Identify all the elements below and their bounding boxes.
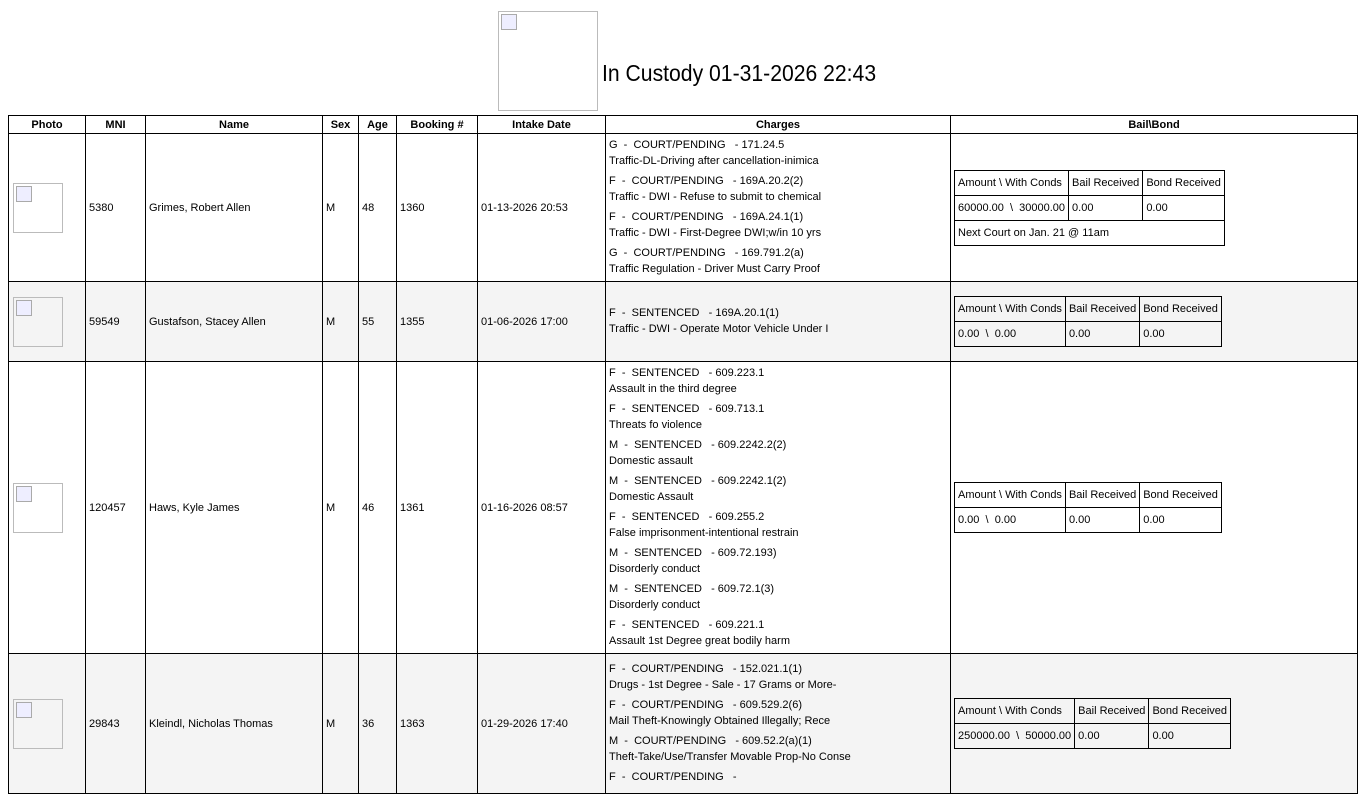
bail-bond xyxy=(951,654,1358,794)
bail-amount: 60000.00 \ 30000.00 xyxy=(955,195,1069,220)
charge-statute: 609.223.1 xyxy=(715,366,765,379)
charges xyxy=(606,654,951,794)
charge: F - SENTENCED - 169A.20.1(1) Traffic - DWI - Operate Motor Vehicle Under I xyxy=(609,305,947,337)
charge-status: COURT/PENDING xyxy=(631,174,724,187)
charge-status: COURT/PENDING xyxy=(631,210,724,223)
charge-statute: 609.72.193) xyxy=(717,546,777,559)
charge-statute: 152.021.1(1) xyxy=(739,662,802,675)
inmate-table xyxy=(8,115,1358,794)
charge-statute: 609.713.1 xyxy=(715,402,765,415)
charge-status: SENTENCED xyxy=(634,582,702,595)
charge: F - SENTENCED - 609.223.1 Assault in the third degree xyxy=(609,365,947,397)
charges xyxy=(606,282,951,362)
bail-received: 0.00 xyxy=(1065,508,1139,533)
booking-number: 1355 xyxy=(397,282,478,362)
charge-description: Assault 1st Degree great bodily harm xyxy=(609,634,790,647)
bail-received: 0.00 xyxy=(1069,195,1143,220)
charge-statute: 609.72.1(3) xyxy=(717,582,775,595)
bail-note: Next Court on Jan. 21 @ 11am xyxy=(955,220,1225,245)
charges xyxy=(606,134,951,282)
sex: M xyxy=(323,134,359,282)
column-header: Photo xyxy=(9,116,86,134)
bond-received-label: Bond Received xyxy=(1143,170,1225,195)
column-header: Charges xyxy=(606,116,951,134)
charge: M - SENTENCED - 609.2242.1(2) Domestic Assault xyxy=(609,473,947,505)
photo-broken-image-icon xyxy=(13,297,63,347)
charge-statute: 609.255.2 xyxy=(715,510,765,523)
charge-statute: 169.791.2(a) xyxy=(741,246,804,259)
charge-statute: 609.221.1 xyxy=(715,618,765,631)
charge-description: Traffic - DWI - Operate Motor Vehicle Under I xyxy=(609,322,829,335)
charge-status: COURT/PENDING xyxy=(631,662,724,675)
booking-number: 1361 xyxy=(397,362,478,654)
charge-statute: 609.52.2(a)(1) xyxy=(742,734,812,747)
page-header xyxy=(0,0,1366,115)
charge-level: M xyxy=(609,438,619,451)
bail-received: 0.00 xyxy=(1075,724,1149,749)
bond-received: 0.00 xyxy=(1143,195,1225,220)
table-row xyxy=(9,134,1358,282)
column-header: Sex xyxy=(323,116,359,134)
charge: F - SENTENCED - 609.255.2 False imprisonment-intentional restrain xyxy=(609,509,947,541)
charge-description: Mail Theft-Knowingly Obtained Illegally; Rece xyxy=(609,714,831,727)
sex: M xyxy=(323,282,359,362)
charge: F - COURT/PENDING - xyxy=(609,770,740,783)
charge-description: Domestic assault xyxy=(609,454,693,467)
bail-bond xyxy=(951,282,1358,362)
booking-number: 1363 xyxy=(397,654,478,794)
column-header: Bail\Bond xyxy=(951,116,1358,134)
bail-received-label: Bail Received xyxy=(1069,170,1143,195)
charge-status: COURT/PENDING xyxy=(631,698,724,711)
charge: F - COURT/PENDING - 169A.20.2(2) Traffic - DWI - Refuse to submit to chemical xyxy=(609,173,947,205)
charge-statute: 609.529.2(6) xyxy=(739,698,802,711)
age: 36 xyxy=(359,654,397,794)
charge-description: Threats fo violence xyxy=(609,418,702,431)
photo-broken-image-icon xyxy=(13,183,63,233)
bail-amount-label: Amount \ With Conds xyxy=(955,297,1066,322)
charge-level: F xyxy=(609,174,616,187)
bail-bond xyxy=(951,362,1358,654)
charge-statute: 169A.20.2(2) xyxy=(739,174,804,187)
charge: F - COURT/PENDING - 152.021.1(1) Drugs - 1st Degree - Sale - 17 Grams or More- xyxy=(609,661,947,693)
charge-description: Disorderly conduct xyxy=(609,598,701,611)
mni: 29843 xyxy=(86,654,146,794)
bond-received: 0.00 xyxy=(1140,322,1222,347)
column-header: Intake Date xyxy=(478,116,606,134)
charge: M - SENTENCED - 609.72.1(3) Disorderly conduct xyxy=(609,581,947,613)
bond-received: 0.00 xyxy=(1140,508,1222,533)
table-row xyxy=(9,362,1358,654)
bail-received-label: Bail Received xyxy=(1065,483,1139,508)
charge-description: Traffic - DWI - First-Degree DWI;w/in 10 yrs xyxy=(609,226,822,239)
age: 46 xyxy=(359,362,397,654)
bond-received-label: Bond Received xyxy=(1140,297,1222,322)
name: Grimes, Robert Allen xyxy=(146,134,323,282)
bail-amount-label: Amount \ With Conds xyxy=(955,170,1069,195)
bail-amount: 250000.00 \ 50000.00 xyxy=(955,724,1075,749)
charge-level: G xyxy=(609,138,618,151)
charge-statute: 609.2242.1(2) xyxy=(717,474,787,487)
bail-amount: 0.00 \ 0.00 xyxy=(955,508,1066,533)
charge-statute: 169A.24.1(1) xyxy=(739,210,804,223)
mni: 5380 xyxy=(86,134,146,282)
name: Haws, Kyle James xyxy=(146,362,323,654)
charge-status: SENTENCED xyxy=(631,402,700,415)
charge-level: F xyxy=(609,770,616,783)
charge: M - COURT/PENDING - 609.52.2(a)(1) Theft-Take/Use/Transfer Movable Prop-No Conse xyxy=(609,733,947,765)
bail-received-label: Bail Received xyxy=(1075,699,1149,724)
name: Kleindl, Nicholas Thomas xyxy=(146,654,323,794)
charge-status: SENTENCED xyxy=(634,438,702,451)
column-header: Age xyxy=(359,116,397,134)
charge-description: Assault in the third degree xyxy=(609,382,737,395)
charge-level: M xyxy=(609,474,619,487)
charge-level: F xyxy=(609,698,616,711)
charge-level: F xyxy=(609,662,616,675)
charge-description: Disorderly conduct xyxy=(609,562,701,575)
charge-statute: 169A.20.1(1) xyxy=(715,306,779,319)
broken-image-icon xyxy=(498,11,598,111)
charge-level: F xyxy=(609,510,616,523)
charge-level: F xyxy=(609,402,616,415)
charge-statute: 609.2242.2(2) xyxy=(717,438,787,451)
charge-level: M xyxy=(609,546,619,559)
charges xyxy=(606,362,951,654)
bail-received: 0.00 xyxy=(1065,322,1139,347)
photo-broken-image-icon xyxy=(13,483,63,533)
charge-level: F xyxy=(609,366,616,379)
charge: M - SENTENCED - 609.2242.2(2) Domestic assault xyxy=(609,437,947,469)
column-header: Booking # xyxy=(397,116,478,134)
intake-date: 01-06-2026 17:00 xyxy=(478,282,606,362)
intake-date: 01-13-2026 20:53 xyxy=(478,134,606,282)
charge-status: COURT/PENDING xyxy=(633,246,726,259)
charge-status: SENTENCED xyxy=(631,510,700,523)
intake-date: 01-16-2026 08:57 xyxy=(478,362,606,654)
charge: F - COURT/PENDING - 169A.24.1(1) Traffic - DWI - First-Degree DWI;w/in 10 yrs xyxy=(609,209,947,241)
charge-level: F xyxy=(609,306,616,319)
mni: 59549 xyxy=(86,282,146,362)
bail-received-label: Bail Received xyxy=(1065,297,1139,322)
charge-status: COURT/PENDING xyxy=(634,734,727,747)
charge-description: Drugs - 1st Degree - Sale - 17 Grams or More- xyxy=(609,678,837,691)
bail-amount-label: Amount \ With Conds xyxy=(955,699,1075,724)
charge-status: SENTENCED xyxy=(631,306,700,319)
charge-level: G xyxy=(609,246,618,259)
page-title: In Custody 01-31-2026 22:43 xyxy=(602,60,877,86)
charge-status: SENTENCED xyxy=(631,366,700,379)
bond-received: 0.00 xyxy=(1149,724,1231,749)
charge: M - SENTENCED - 609.72.193) Disorderly conduct xyxy=(609,545,947,577)
charge-statute: 171.24.5 xyxy=(741,138,785,151)
charge-level: F xyxy=(609,210,616,223)
charge-description: Theft-Take/Use/Transfer Movable Prop-No Conse xyxy=(609,750,851,763)
charge-description: Traffic-DL-Driving after cancellation-inimica xyxy=(609,154,819,167)
charge: G - COURT/PENDING - 169.791.2(a) Traffic Regulation - Driver Must Carry Proof xyxy=(609,245,947,277)
charge-description: Traffic Regulation - Driver Must Carry Proof xyxy=(609,262,820,275)
charge-level: F xyxy=(609,618,616,631)
charge-status: SENTENCED xyxy=(631,618,700,631)
charge-level: M xyxy=(609,582,619,595)
bond-received-label: Bond Received xyxy=(1149,699,1231,724)
table-row xyxy=(9,282,1358,362)
charge-status: SENTENCED xyxy=(634,474,702,487)
table-row xyxy=(9,654,1358,794)
mni: 120457 xyxy=(86,362,146,654)
intake-date: 01-29-2026 17:40 xyxy=(478,654,606,794)
name: Gustafson, Stacey Allen xyxy=(146,282,323,362)
charge-description: Domestic Assault xyxy=(609,490,694,503)
column-header: MNI xyxy=(86,116,146,134)
charge-status: COURT/PENDING xyxy=(631,770,724,783)
charge: F - SENTENCED - 609.221.1 Assault 1st Degree great bodily harm xyxy=(609,617,947,649)
sex: M xyxy=(323,654,359,794)
sex: M xyxy=(323,362,359,654)
age: 48 xyxy=(359,134,397,282)
charge-status: COURT/PENDING xyxy=(633,138,726,151)
bond-received-label: Bond Received xyxy=(1140,483,1222,508)
charge: G - COURT/PENDING - 171.24.5 Traffic-DL-Driving after cancellation-inimica xyxy=(609,137,947,169)
booking-number: 1360 xyxy=(397,134,478,282)
charge: F - SENTENCED - 609.713.1 Threats fo violence xyxy=(609,401,947,433)
charge-description: Traffic - DWI - Refuse to submit to chemical xyxy=(609,190,822,203)
photo-broken-image-icon xyxy=(13,699,63,749)
bail-bond xyxy=(951,134,1358,282)
charge: F - COURT/PENDING - 609.529.2(6) Mail Theft-Knowingly Obtained Illegally; Rece xyxy=(609,697,947,729)
charge-status: SENTENCED xyxy=(634,546,702,559)
age: 55 xyxy=(359,282,397,362)
bail-amount-label: Amount \ With Conds xyxy=(955,483,1066,508)
charge-description: False imprisonment-intentional restrain xyxy=(609,526,799,539)
charge-level: M xyxy=(609,734,619,747)
bail-amount: 0.00 \ 0.00 xyxy=(955,322,1066,347)
column-header: Name xyxy=(146,116,323,134)
